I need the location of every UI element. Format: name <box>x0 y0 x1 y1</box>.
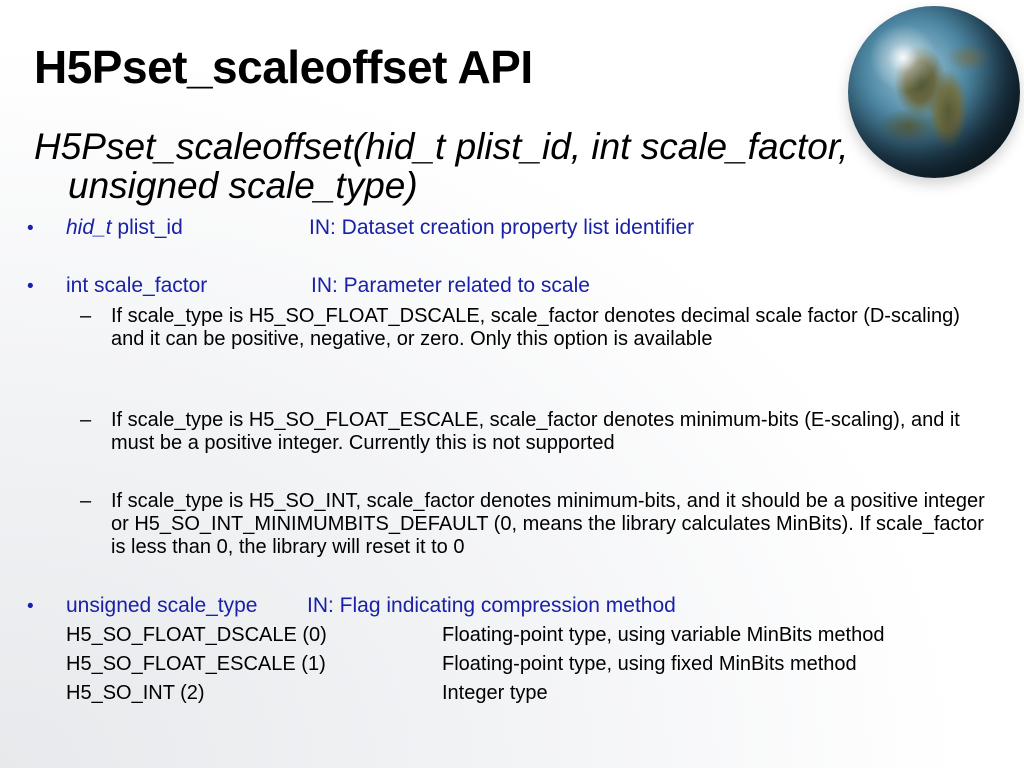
scale-type-name: H5_SO_FLOAT_ESCALE (1) <box>66 653 326 675</box>
param-plist-id <box>66 217 183 239</box>
param-type: hid_t <box>66 216 112 239</box>
scale-type-name: H5_SO_FLOAT_DSCALE (0) <box>66 624 327 646</box>
sub-item-escale: If scale_type is H5_SO_FLOAT_ESCALE, scale_factor denotes minimum-bits (E-scaling), and it must be a positive integer. Currently this is not supported <box>111 409 960 454</box>
param-description: IN: Dataset creation property list identifier <box>309 216 695 239</box>
param-name: plist_id <box>117 216 183 239</box>
bullet-marker: • <box>27 218 34 239</box>
param-scale-factor <box>66 275 207 297</box>
param-scale-type <box>66 595 258 617</box>
param-description: IN: Flag indicating compression method <box>307 594 676 617</box>
scale-type-name: H5_SO_INT (2) <box>66 682 205 704</box>
bullet-marker: • <box>27 276 34 297</box>
scale-type-desc: Integer type <box>442 682 548 704</box>
sub-item-dscale: If scale_type is H5_SO_FLOAT_DSCALE, scale_factor denotes decimal scale factor (D-scaling) and it can be positive, negative, or zero. Only this option is available <box>111 305 960 350</box>
scale-type-desc: Floating-point type, using variable MinBits method <box>442 624 885 646</box>
param-name: scale_factor <box>94 274 208 297</box>
param-type: int <box>66 274 89 297</box>
dash-marker: – <box>80 409 92 431</box>
function-signature: H5Pset_scaleoffset(hid_t plist_id, int scale_factor, unsigned scale_type) <box>34 126 849 206</box>
slide-title: H5Pset_scaleoffset API <box>34 41 533 93</box>
scale-type-desc: Floating-point type, using fixed MinBits method <box>442 653 857 675</box>
param-description: IN: Parameter related to scale <box>311 274 590 297</box>
sub-item-int: If scale_type is H5_SO_INT, scale_factor denotes minimum-bits, and it should be a positive integer or H5_SO_INT_MINIMUMBITS_DEFAULT (0, means the library calculates MinBits). If scale_factor is less than 0, the library will reset it to 0 <box>111 490 985 558</box>
param-type: unsigned <box>66 594 152 617</box>
dash-marker: – <box>80 305 92 327</box>
bullet-marker: • <box>27 596 34 617</box>
param-name: scale_type <box>157 594 258 617</box>
dash-marker: – <box>80 490 92 512</box>
